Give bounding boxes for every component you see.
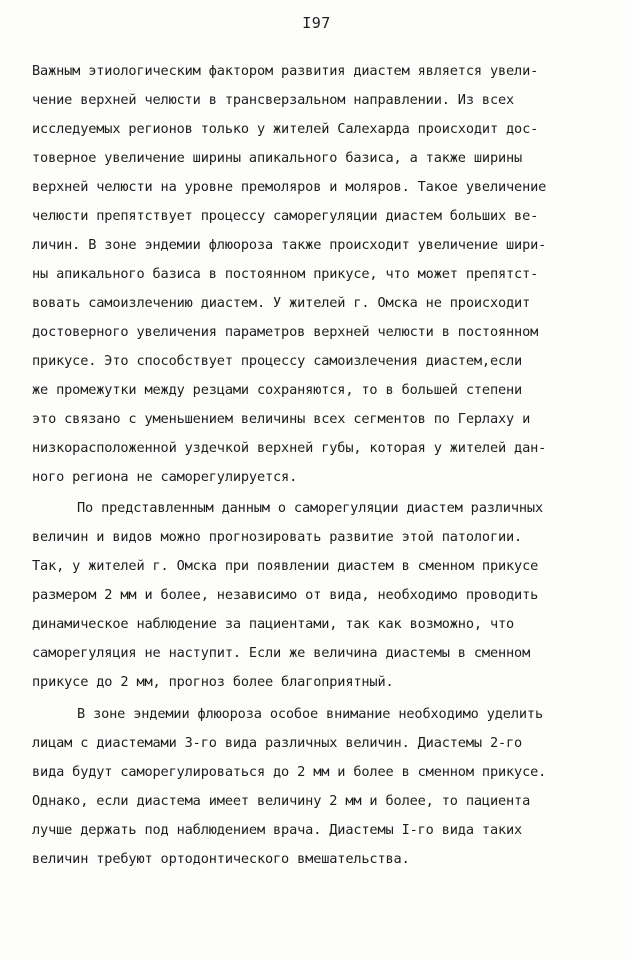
text-line: динамическое наблюдение за пациентами, так как возможно, что xyxy=(32,616,515,632)
text-line: лицам с диастемами 3-го вида различных величин. Диастемы 2-го xyxy=(32,735,523,751)
text-line: ного региона не саморегулируется. xyxy=(32,469,298,485)
text-line: величин требуют ортодонтического вмешательства. xyxy=(32,851,410,867)
text-line: верхней челюсти на уровне премоляров и моляров. Такое увеличение xyxy=(32,179,547,195)
text-line: ны апикального базиса в постоянном прикусе, что может препятст- xyxy=(32,266,539,282)
text-line: величин и видов можно прогнозировать развитие этой патологии. xyxy=(32,529,523,545)
text-line: По представленным данным о саморегуляции диастем различных xyxy=(77,500,543,516)
text-line: Однако, если диастема имеет величину 2 мм и более, то пациента xyxy=(32,793,531,809)
text-line: товерное увеличение ширины апикального базиса, а также ширины xyxy=(32,150,523,166)
text-line: прикусе до 2 мм, прогноз более благоприятный. xyxy=(32,674,394,690)
text-line: В зоне эндемии флюороза особое внимание необходимо уделить xyxy=(77,706,543,722)
text-line: лучше держать под наблюдением врача. Диастемы I-го вида таких xyxy=(32,822,523,838)
text-line: челюсти препятствует процессу саморегуляции диастем больших ве- xyxy=(32,208,539,224)
text-line: личин. В зоне эндемии флюороза также происходит увеличение шири- xyxy=(32,237,547,253)
text-line: же промежутки между резцами сохраняются, то в большей степени xyxy=(32,382,523,398)
text-line: саморегуляция не наступит. Если же величина диастемы в сменном xyxy=(32,645,531,661)
text-line: это связано с уменьшением величины всех сегментов по Герлаху и xyxy=(32,411,531,427)
text-line: чение верхней челюсти в трансверзальном направлении. Из всех xyxy=(32,92,515,108)
text-line: исследуемых регионов только у жителей Салехарда происходит дос- xyxy=(32,121,539,137)
text-line: достоверного увеличения параметров верхней челюсти в постоянном xyxy=(32,324,539,340)
text-line: Так, у жителей г. Омска при появлении диастем в сменном прикусе xyxy=(32,558,539,574)
text-line: Важным этиологическим фактором развития диастем является увели- xyxy=(32,63,539,79)
text-line: вовать самоизлечению диастем. У жителей г. Омска не происходит xyxy=(32,295,531,311)
text-line: вида будут саморегулироваться до 2 мм и более в сменном прикусе. xyxy=(32,764,547,780)
text-line: размером 2 мм и более, независимо от вида, необходимо проводить xyxy=(32,587,539,603)
text-line: низкорасположенной уздечкой верхней губы, которая у жителей дан- xyxy=(32,440,547,456)
text-line: прикусе. Это способствует процессу самоизлечения диастем,если xyxy=(32,353,523,369)
page-number: I97 xyxy=(302,14,331,32)
